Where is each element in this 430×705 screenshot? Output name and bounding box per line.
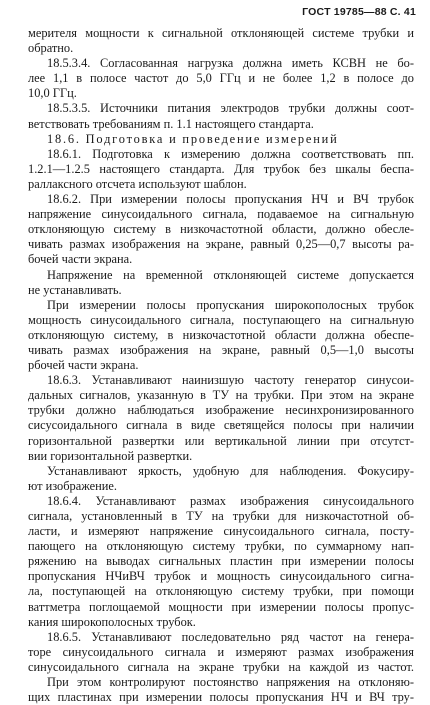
text-line: 18.6.2. При измерении полосы пропускания НЧ и ВЧ трубок [47,192,414,207]
text-line: торе синусоидального сигнала и измеряют размах изображения [28,644,414,659]
text-line: щих пластинах при измерении полосы пропускания НЧ и ВЧ тру- [28,690,414,705]
text-line: При измерении полосы пропускания широкополосных трубок [47,297,414,312]
text-line: не устанавливать. [28,282,122,297]
text-line: 18.6. Подготовка и проведение измерений [47,131,339,146]
text-line: раллаксного отсчета используют шаблон. [28,176,247,191]
text-line: 18.6.1. Подготовка к измерению должна соответствовать пп. [47,146,414,161]
text-line: сисусоидального сигнала в виде светящейся полосы при наличии [28,418,414,433]
text-line: сигнала, установленный в ТУ на трубки для низкочастотной об- [28,509,414,523]
text-line: 18.6.4. Устанавливают размах изображения синусоидального [47,493,414,508]
text-line: ласти, и измеряют напряжение синусоидального сигнала, посту- [28,524,414,539]
text-line: 18.5.3.5. Источники питания электродов трубки должны соот- [47,101,414,116]
text-line: Устанавливают яркость, удобную для наблюдения. Фокусиру- [47,463,414,478]
text-line: При этом контролируют постоянство напряжения на отклоняю- [47,675,414,690]
text-line: синусоидального сигнала на экране трубки на каждой из частот. [28,659,414,674]
text-line: 10,0 ГГц. [28,86,77,101]
text-line: Напряжение на временной отклоняющей системе допускается [47,267,414,282]
text-line: чивать размах изображения на экране, равный 0,25—0,7 высоты ра- [28,237,414,252]
page-header: ГОСТ 19785—88 С. 41 [302,6,416,18]
text-line: кания широкополосных трубок. [28,614,196,629]
text-line: рбочей части экрана. [28,358,139,373]
text-line: мерителя мощности к сигнальной отклоняющей системе трубки и [28,26,414,40]
text-line: бочей части экрана. [28,252,133,267]
text-line: дальных сигналов, указанную в ТУ на трубки. При этом на экране [28,388,414,403]
text-line: ла, поступающей на отклоняющую систему трубки, при помощи [28,584,414,599]
text-line: горизонтальной развертки или вертикальной линии при отсутст- [28,433,414,448]
text-line: 18.6.5. Устанавливают последовательно ряд частот на генера- [47,629,414,644]
text-line: трубки должно наблюдаться изображение несинхронизированного [28,403,414,418]
text-line: пающего на отклоняющую систему трубки, по суммарному нап- [28,539,414,554]
text-line: 18.5.3.4. Согласованная нагрузка должна иметь КСВН не бо- [47,56,414,71]
text-line: ветствовать требованиям п. 1.1 настоящего стандарта. [28,116,314,131]
text-line: лее 1,1 в полосе частот до 5,0 ГГц и не более 1,2 в полосе до [28,71,414,86]
text-line: мощность синусоидального сигнала, поступающего на сигнальную [28,312,414,327]
text-line: ваттметра поглощаемой мощности при измерении полосы пропус- [28,599,414,614]
text-line: ют изображение. [28,478,118,493]
text-line: пропускания НЧиВЧ трубок и мощность синусоидального сигна- [28,569,414,584]
text-line: отклоняющую систему, в низкочастотной области должна обеспе- [28,327,414,342]
text-line: ряжению на выводах сигнальных пластин при измерении полосы [28,554,414,569]
document-body [28,26,414,705]
text-line: 18.6.3. Устанавливают наинизшую частоту генератор синусои- [47,373,414,388]
text-line: вии горизонтальной развертки. [28,448,193,463]
text-line: напряжение синусоидального сигнала, подаваемое на сигнальную [28,207,414,222]
text-line: обратно. [28,41,74,56]
text-line: отклоняющую систему в низкочастотной области, должно обесле- [28,222,414,237]
text-line: 1.2.1—1.2.5 настоящего стандарта. Для трубок без шкалы беспа- [28,161,414,176]
text-line: чивать размах изображения на экране, равный 0,5—1,0 высоты [28,342,414,357]
